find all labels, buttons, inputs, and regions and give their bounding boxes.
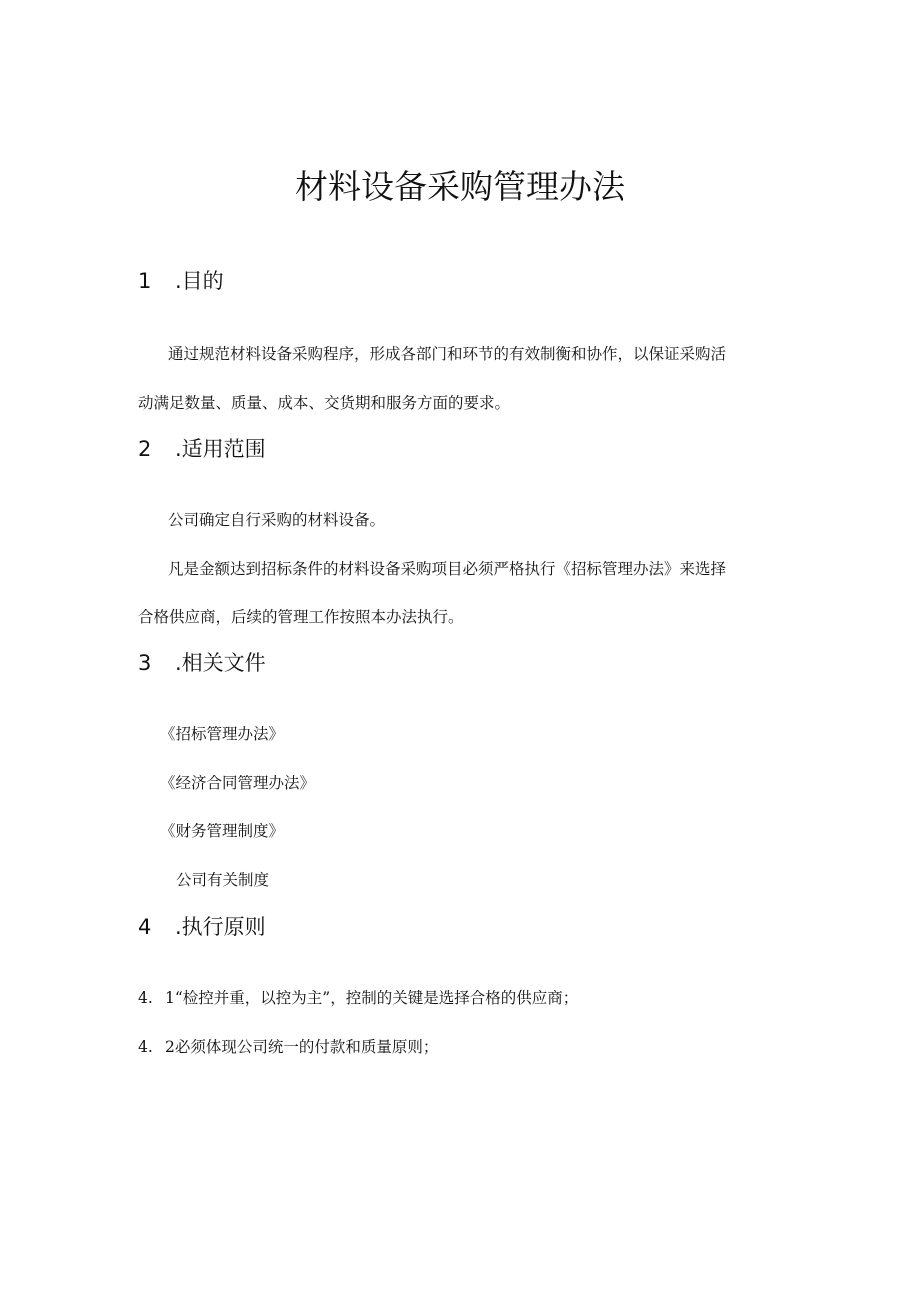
section-2-paragraph-1: 公司确定自行采购的材料设备。 bbox=[168, 511, 386, 529]
section-1-paragraph-line-1: 通过规范材料设备采购程序，形成各部门和环节的有效制衡和协作，以保证采购活 bbox=[168, 345, 727, 363]
section-title: .执行原则 bbox=[175, 915, 266, 939]
section-heading-1 bbox=[138, 266, 224, 296]
section-title: .相关文件 bbox=[175, 651, 266, 675]
clause-prefix: 4. bbox=[138, 989, 153, 1007]
document-title: 材料设备采购管理办法 bbox=[295, 167, 625, 206]
section-2-paragraph-2-line-1: 凡是金额达到招标条件的材料设备采购项目必须严格执行《招标管理办法》来选择 bbox=[168, 560, 727, 578]
section-2-paragraph-2-line-2: 合格供应商，后续的管理工作按照本办法执行。 bbox=[138, 608, 464, 626]
section-1-paragraph-line-2: 动满足数量、质量、成本、交货期和服务方面的要求。 bbox=[138, 394, 511, 412]
section-title: .目的 bbox=[175, 269, 224, 293]
section-number: 4 bbox=[138, 915, 152, 939]
section-heading-3 bbox=[138, 648, 266, 678]
clause-prefix: 4. bbox=[138, 1038, 153, 1056]
principle-clause bbox=[138, 986, 578, 1010]
section-number: 2 bbox=[138, 437, 152, 461]
clause-text: 2必须体现公司统一的付款和质量原则； bbox=[165, 1038, 439, 1056]
section-heading-4 bbox=[138, 912, 266, 942]
section-number: 3 bbox=[138, 651, 152, 675]
section-heading-2 bbox=[138, 434, 266, 464]
principle-clause bbox=[138, 1035, 438, 1059]
reference-document: 《财务管理制度》 bbox=[160, 822, 285, 840]
reference-document: 《经济合同管理办法》 bbox=[160, 774, 316, 792]
section-number: 1 bbox=[138, 269, 152, 293]
reference-document: 公司有关制度 bbox=[176, 871, 270, 889]
section-title: .适用范围 bbox=[175, 437, 266, 461]
clause-text: 1“检控并重，以控为主”，控制的关键是选择合格的供应商； bbox=[165, 989, 579, 1007]
reference-document: 《招标管理办法》 bbox=[160, 725, 285, 743]
